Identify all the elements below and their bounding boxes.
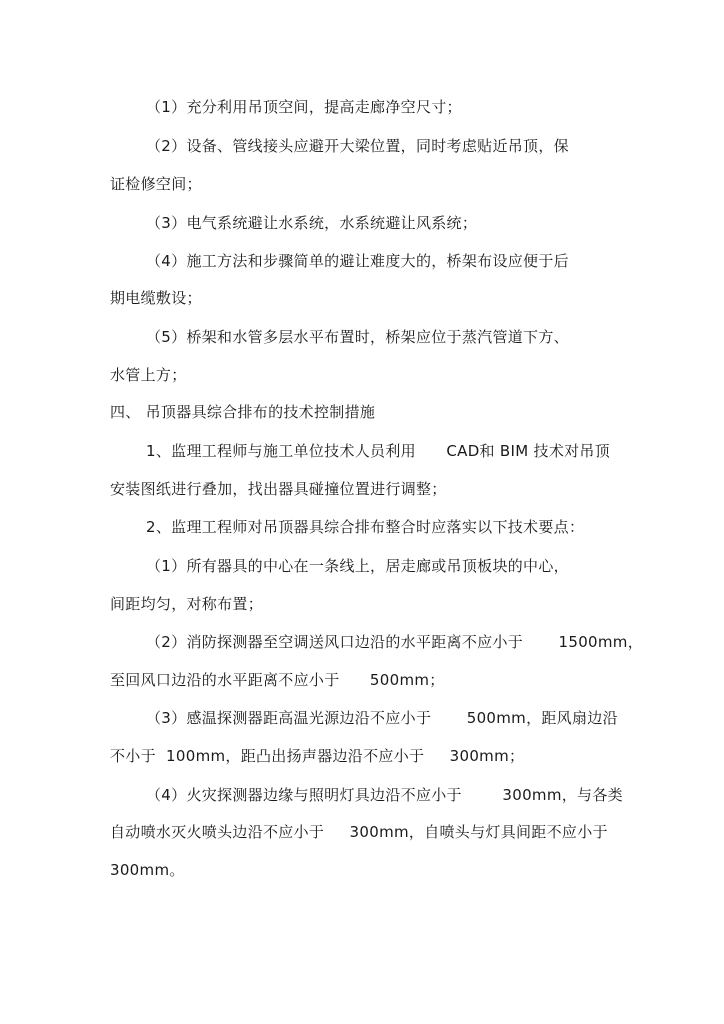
- section-heading-4: 四、 吊顶器具综合排布的技术控制措施: [110, 403, 376, 421]
- paragraph-2: 2、监理工程师对吊顶器具综合排布整合时应落实以下技术要点：: [146, 518, 585, 536]
- point-2: （2）消防探测器至空调送风口边沿的水平距离不应小于 1500mm，: [146, 633, 644, 651]
- paragraph-1: 1、监理工程师与施工单位技术人员利用 CAD和 BIM 技术对吊顶: [146, 442, 611, 460]
- point-1: （1）所有器具的中心在一条线上，居走廊或吊顶板块的中心，: [146, 557, 569, 575]
- list-item-5-continued: 水管上方；: [110, 366, 187, 384]
- list-item-5: （5）桥架和水管多层水平布置时，桥架应位于蒸汽管道下方、: [146, 328, 569, 346]
- point-4: （4）火灾探测器边缘与照明灯具边沿不应小于 300mm，与各类: [146, 786, 623, 804]
- point-4-end: 300mm。: [110, 861, 185, 879]
- paragraph-1-continued: 安装图纸进行叠加，找出器具碰撞位置进行调整；: [110, 480, 447, 498]
- list-item-2: （2）设备、管线接头应避开大梁位置，同时考虑贴近吊顶，保: [146, 137, 569, 155]
- list-item-4-continued: 期电缆敷设；: [110, 289, 202, 307]
- list-item-2-continued: 证检修空间；: [110, 175, 202, 193]
- point-2-continued: 至回风口边沿的水平距离不应小于 500mm；: [110, 671, 445, 689]
- point-3: （3）感温探测器距高温光源边沿不应小于 500mm，距风扇边沿: [146, 709, 618, 727]
- list-item-3: （3）电气系统避让水系统，水系统避让风系统；: [146, 214, 478, 232]
- point-3-continued: 不小于 100mm，距凸出扬声器边沿不应小于 300mm；: [110, 747, 525, 765]
- point-1-continued: 间距均匀，对称布置；: [110, 595, 264, 613]
- list-item-4: （4）施工方法和步骤简单的避让难度大的，桥架布设应便于后: [146, 252, 569, 270]
- point-4-continued: 自动喷水灭火喷头边沿不应小于 300mm，自喷头与灯具间距不应小于: [110, 823, 608, 841]
- list-item-1: （1）充分利用吊顶空间，提高走廊净空尺寸；: [146, 98, 462, 116]
